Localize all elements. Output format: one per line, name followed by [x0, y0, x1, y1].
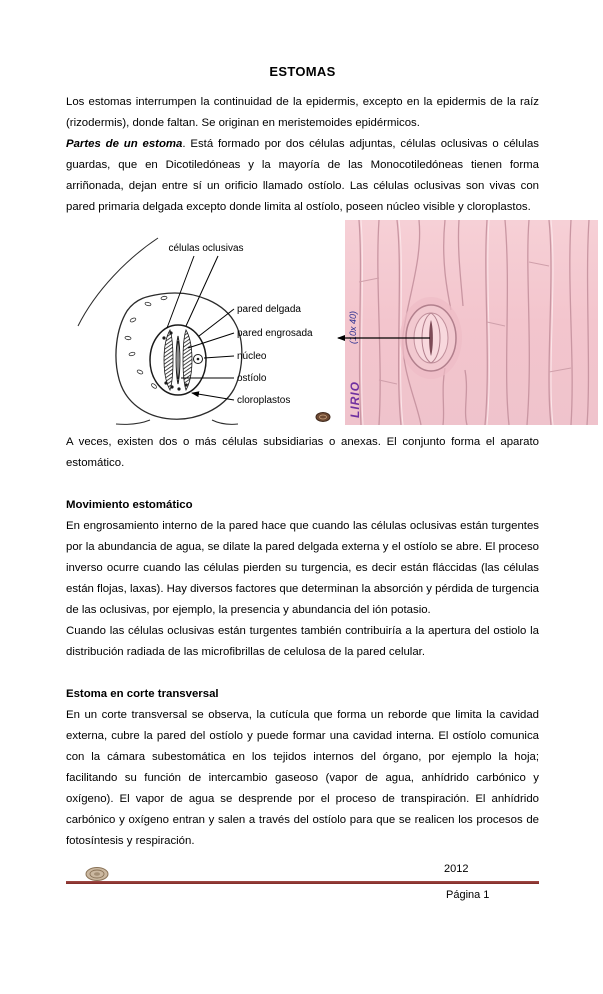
- page-footer: [66, 862, 539, 912]
- figure-row: [66, 220, 539, 426]
- paragraph-partes-lead: Partes de un estoma: [66, 138, 183, 150]
- paragraph-corte: En un corte transversal se observa, la cutícula que forma un reborde que limita la cavidad externa, cubre la pared del ostíolo y puede formar una cavidad interna. El ostíolo comunica con la cámara subestomática en los tejidos internos del órgano, por ejemplo la hoja; facilitando su función de intercambio gaseoso (vapor de agua, anhídrido carbónico y oxígeno). El vapor de agua se desprende por el proceso de transpiración. El anhídrido carbónico y oxígeno entran y salen a través del ostíolo para que se realicen los procesos de fotosíntesis y respiración.: [66, 709, 539, 847]
- diagram-label-celulas-oclusivas: células oclusivas: [168, 243, 244, 254]
- paragraph-intro: Los estomas interrumpen la continuidad de la epidermis, excepto en la epidermis de la raíz (rizodermis), donde faltan. Se originan en meristemoides epidérmicos.: [66, 96, 539, 129]
- micrograph-specimen-label: LIRIO: [348, 381, 362, 418]
- stoma-diagram: [66, 220, 342, 425]
- footer-page-number: Página 1: [446, 889, 490, 901]
- footer-rule: [66, 881, 539, 884]
- footer-seal-icon: [82, 866, 112, 882]
- diagram-label-pared-engrosada: pared engrosada: [237, 328, 313, 339]
- small-seal-icon: [316, 413, 330, 422]
- diagram-label-nucleo: núcleo: [237, 351, 267, 362]
- paragraph-subsidiarias: A veces, existen dos o más células subsidiarias o anexas. El conjunto forma el aparato estomático.: [66, 436, 539, 469]
- paragraph-partes: [66, 134, 539, 218]
- micrograph-background: [345, 220, 598, 425]
- paragraph-movimiento-1: En engrosamiento interno de la pared hace que cuando las células oclusivas están turgentes por la abundancia de agua, se dilate la pared delgada externa y el ostíolo se abre. El proceso inverso ocurre cuando las células pierden su turgencia, es decir están fláccidas (las células están flojas, laxas). Hay diversos factores que determinan la absorción y pérdida de turgencia de las oclusivas, por ejemplo, la presencia y abundancia del ión potasio.: [66, 520, 539, 616]
- diagram-label-cloroplastos: cloroplastos: [237, 395, 291, 406]
- diagram-label-ostiolo: ostíolo: [237, 373, 267, 384]
- diagram-label-pared-delgada: pared delgada: [237, 304, 301, 315]
- footer-year: 2012: [444, 863, 469, 875]
- lirio-micrograph: [345, 220, 598, 425]
- micrograph-magnification-label: (10x 40): [348, 310, 358, 344]
- page-title: ESTOMAS: [269, 64, 336, 79]
- heading-corte: Estoma en corte transversal: [66, 688, 219, 700]
- paragraph-partes-body: . Está formado por dos células adjuntas, células oclusivas o células guardas, que en Dicotiledóneas y la mayoría de las Monocotiledóneas tienen forma arriñonada, dejan entre sí un orificio llamado ostíolo. Las células oclusivas son vivas con pared primaria delgada excepto donde limita al ostíolo, poseen núcleo visible y cloroplastos.: [66, 138, 539, 213]
- stoma-link-arrow: [332, 330, 434, 346]
- heading-movimiento: Movimiento estomático: [66, 499, 193, 511]
- paragraph-movimiento-2: Cuando las células oclusivas están turgentes también contribuiría a la apertura del ostiolo la distribución radiada de las microfibrillas de celulosa de la pared celular.: [66, 625, 539, 658]
- nucleus: [194, 355, 203, 364]
